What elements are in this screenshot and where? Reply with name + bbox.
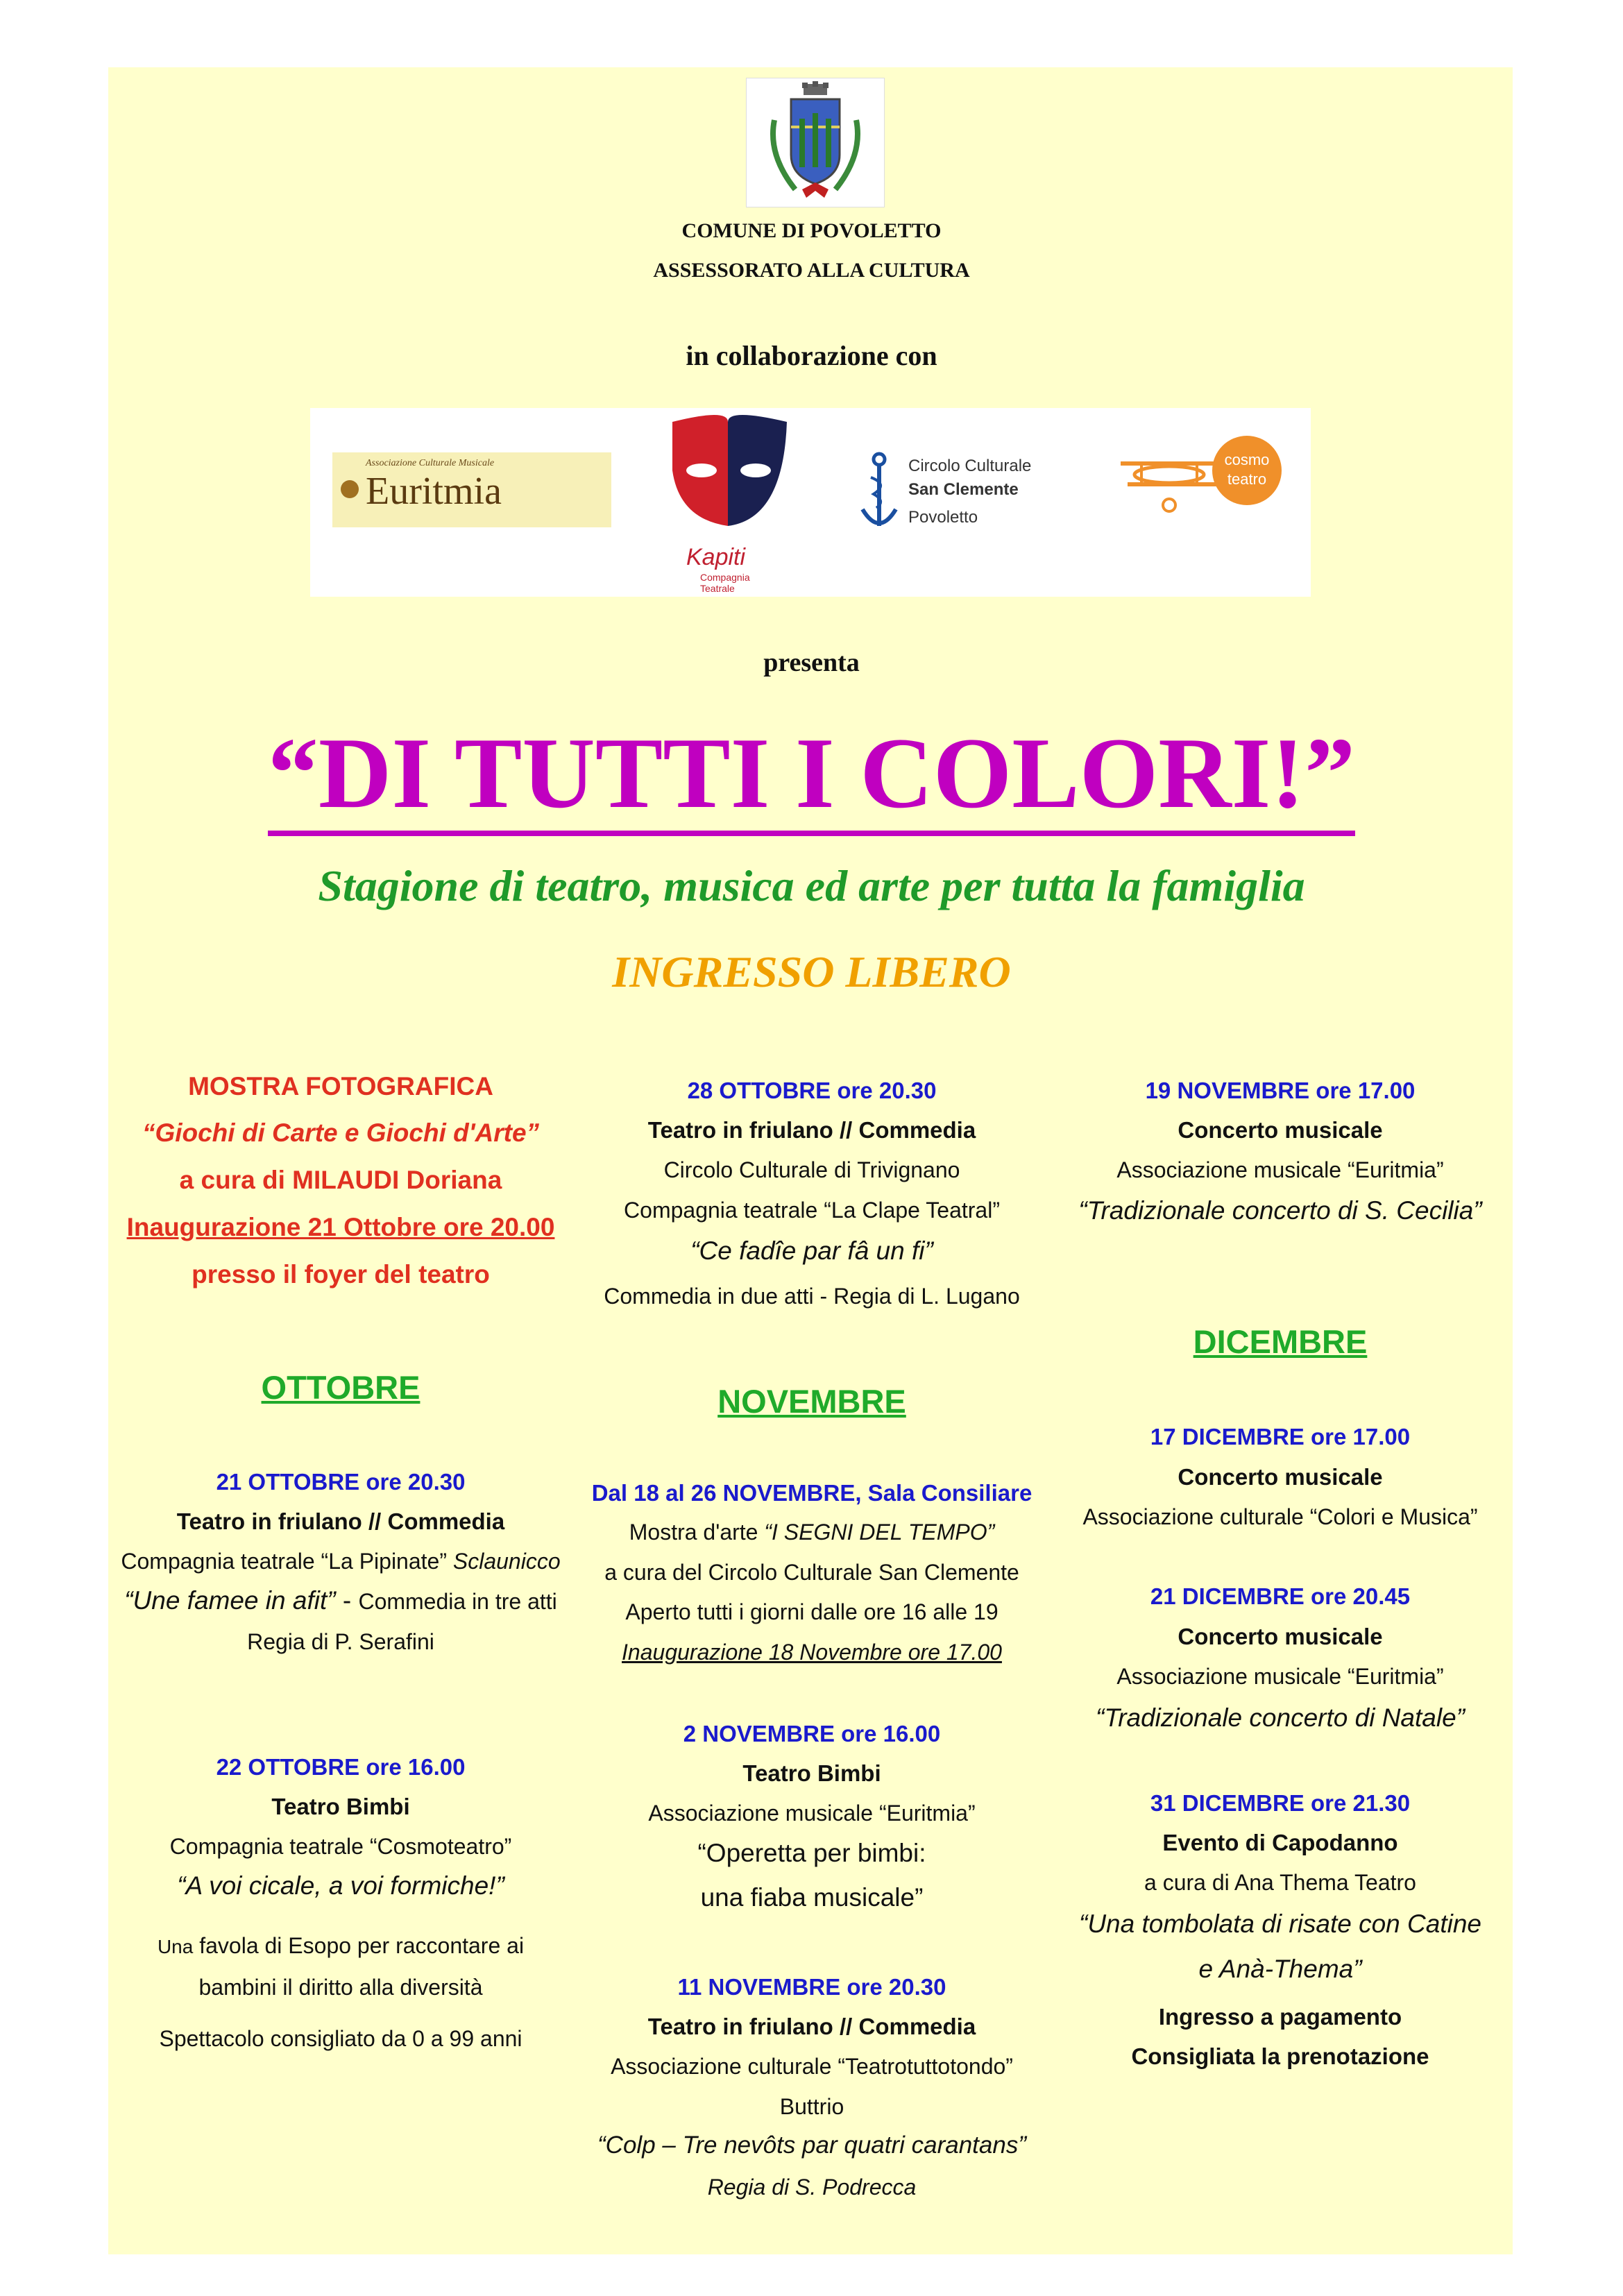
event-date: 17 DICEMBRE ore 17.00 — [1150, 1424, 1411, 1449]
event-show-1: “Operetta per bimbi: — [697, 1839, 926, 1867]
event-type: Concerto musicale — [1178, 1117, 1383, 1143]
event-org: a cura del Circolo Culturale San Clemente — [604, 1560, 1019, 1585]
ingresso-libero: INGRESSO LIBERO — [612, 947, 1011, 996]
event-show: “A voi cicale, a voi formiche!” — [177, 1871, 504, 1900]
event-date: 22 OTTOBRE ore 16.00 — [216, 1754, 466, 1780]
event-desc-1: Una favola di Esopo per raccontare ai — [157, 1933, 525, 1958]
event-opening: Inaugurazione 18 Novembre ore 17.00 — [622, 1640, 1002, 1665]
event-type: Teatro Bimbi — [742, 1760, 881, 1786]
event-date: 28 OTTOBRE ore 20.30 — [687, 1078, 937, 1103]
event-type: Teatro Bimbi — [271, 1794, 410, 1819]
event-type: Evento di Capodanno — [1162, 1830, 1398, 1855]
event-show: “Ce fadîe par fâ un fi” — [690, 1236, 933, 1265]
euritmia-logo: Associazione Culturale Musicale Euritmia — [332, 452, 611, 527]
mostra-curator: a cura di MILAUDI Doriana — [179, 1166, 502, 1194]
event-title: Mostra d'arte “I SEGNI DEL TEMPO” — [629, 1520, 995, 1545]
event-place: Buttrio — [779, 2094, 844, 2119]
event-regia: Regia di S. Podrecca — [707, 2175, 917, 2200]
poster-title: “DI TUTTI I COLORI!” — [0, 715, 1623, 831]
event-desc-3: Spettacolo consigliato da 0 a 99 anni — [159, 2026, 522, 2051]
crest-icon — [747, 78, 884, 207]
mostra-opening: Inaugurazione 21 Ottobre ore 20.00 — [126, 1213, 555, 1241]
event-note-2: Consigliata la prenotazione — [1131, 2043, 1429, 2069]
municipal-crest — [746, 78, 885, 207]
event-type: Teatro in friulano // Commedia — [176, 1508, 505, 1534]
event-company: Compagnia teatrale “Cosmoteatro” — [169, 1834, 512, 1859]
kapiti-logo: Kapiti Compagnia Teatrale — [658, 408, 797, 597]
event-date: 21 DICEMBRE ore 20.45 — [1150, 1583, 1411, 1609]
event-date: Dal 18 al 26 NOVEMBRE, Sala Consiliare — [591, 1480, 1033, 1506]
month-dicembre: DICEMBRE — [1193, 1323, 1368, 1360]
event-show: “Tradizionale concerto di Natale” — [1096, 1703, 1465, 1732]
circolo-logo: Circolo Culturale San Clemente Povoletto — [858, 450, 1067, 554]
month-novembre: NOVEMBRE — [717, 1383, 906, 1420]
event-org: Associazione culturale “Colori e Musica” — [1082, 1504, 1478, 1529]
event-show-2: e Anà-Thema” — [1198, 1955, 1362, 1983]
event-type: Concerto musicale — [1178, 1624, 1383, 1649]
event-date: 21 OTTOBRE ore 20.30 — [216, 1469, 466, 1495]
event-org: Associazione culturale “Teatrotuttotondo” — [611, 2054, 1013, 2079]
event-date: 11 NOVEMBRE ore 20.30 — [677, 1974, 946, 2000]
event-note-1: Ingresso a pagamento — [1158, 2004, 1402, 2030]
event-date: 31 DICEMBRE ore 21.30 — [1150, 1790, 1411, 1816]
presenta-text: presenta — [763, 648, 860, 677]
event-company: Compagnia teatrale “La Pipinate” Sclaunicco — [121, 1549, 561, 1574]
mostra-location: presso il foyer del teatro — [192, 1260, 490, 1289]
header-line-2: ASSESSORATO ALLA CULTURA — [653, 259, 970, 282]
header-line-1: COMUNE DI POVOLETTO — [681, 219, 942, 242]
event-company: Compagnia teatrale “La Clape Teatral” — [624, 1198, 1000, 1223]
event-date: 19 NOVEMBRE ore 17.00 — [1145, 1078, 1416, 1103]
event-show: “Colp – Tre nevôts par quatri carantans” — [597, 2132, 1026, 2159]
euritmia-emblem-icon — [341, 480, 359, 498]
poster-subtitle: Stagione di teatro, musica ed arte per tutta la famiglia — [318, 861, 1305, 910]
event-org: a cura di Ana Thema Teatro — [1144, 1870, 1416, 1895]
event-hours: Aperto tutti i giorni dalle ore 16 alle 19 — [625, 1599, 999, 1624]
cosmoteatro-logo: cosmo teatro — [1114, 436, 1294, 540]
anchor-icon — [858, 450, 900, 540]
month-ottobre: OTTOBRE — [261, 1369, 420, 1406]
event-type: Teatro in friulano // Commedia — [647, 2014, 976, 2039]
event-desc-2: bambini il diritto alla diversità — [198, 1975, 483, 2000]
event-type: Teatro in friulano // Commedia — [647, 1117, 976, 1143]
event-regia: Regia di P. Serafini — [247, 1629, 434, 1654]
event-show: “Une famee in afit” - Commedia in tre atti — [124, 1586, 557, 1615]
event-type: Concerto musicale — [1178, 1464, 1383, 1490]
collab-text: in collaborazione con — [686, 340, 937, 371]
mostra-heading: MOSTRA FOTOGRAFICA — [188, 1072, 493, 1100]
event-org: Associazione musicale “Euritmia” — [1116, 1664, 1444, 1689]
event-org: Circolo Culturale di Trivignano — [663, 1157, 960, 1182]
partner-logos — [310, 408, 1311, 597]
event-org: Associazione musicale “Euritmia” — [648, 1801, 976, 1826]
event-date: 2 NOVEMBRE ore 16.00 — [683, 1721, 941, 1746]
event-show-2: una fiaba musicale” — [700, 1883, 924, 1912]
mostra-title: “Giochi di Carte e Giochi d'Arte” — [142, 1119, 540, 1147]
mask-icon — [658, 408, 797, 547]
event-show: “Tradizionale concerto di S. Cecilia” — [1078, 1196, 1482, 1225]
event-desc: Commedia in due atti - Regia di L. Lugano — [604, 1284, 1020, 1309]
event-org: Associazione musicale “Euritmia” — [1116, 1157, 1444, 1182]
event-show-1: “Una tombolata di risate con Catine — [1079, 1910, 1481, 1938]
